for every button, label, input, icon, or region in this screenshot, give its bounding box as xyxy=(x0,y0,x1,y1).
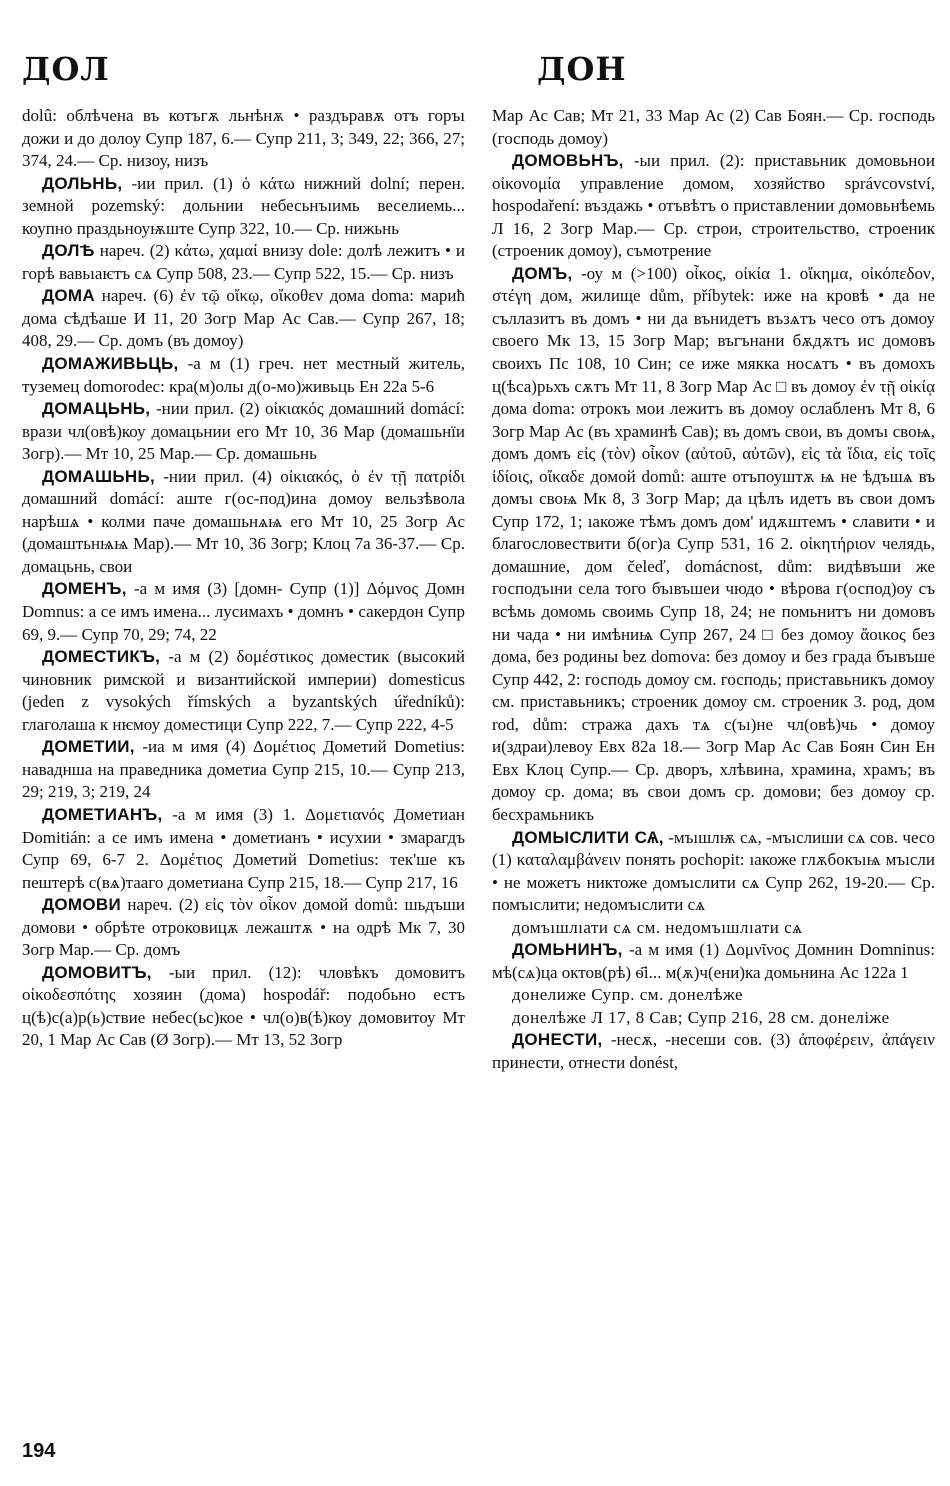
dictionary-entry xyxy=(22,240,465,285)
running-head-right: ДОН xyxy=(537,50,627,88)
dictionary-entry xyxy=(22,466,465,579)
dictionary-entry xyxy=(22,285,465,353)
entry-continuation xyxy=(492,984,935,1007)
entry-headword: ДОМОВИ xyxy=(42,895,122,915)
entry-headword: ДОМЕНЪ, xyxy=(42,579,127,599)
entry-headword: ДОНЕСТИ, xyxy=(512,1030,603,1050)
entry-continuation xyxy=(492,1007,935,1030)
entry-text: -а м имя (3) 1. Δομετιανός Дометиан Domitián: а се имъ имена • дометианъ • исухии • змарагдъ Супр 69, 6-7 2. Δομέτιος Дометий Dometius: тек'ше къ пештерѣ с(вѧ)тааго дометиана Супр 215, 18.— Супр 217, 16 xyxy=(22,804,465,892)
entry-text: -ии прил. (1) ὁ κάτω нижний dolní; перен. земной pozemský: дольнии небесьнъıимь веселиемь... коупно праздьноуѭште Супр 322, 10.— Ср. нижьнь xyxy=(22,173,465,238)
dictionary-entry xyxy=(22,578,465,646)
entry-headword: ДОМАЖИВЬЦЬ, xyxy=(42,354,179,374)
entry-headword: ДОМАШЬНЬ, xyxy=(42,466,155,486)
dictionary-entry xyxy=(22,804,465,894)
entry-headword: ДОМЕТИАНЪ, xyxy=(42,804,163,824)
entry-text: домъıшлıати сѧ см. недомъıшлıати сѧ xyxy=(512,917,803,937)
entry-headword: ДОМЫСЛИТИ СѦ, xyxy=(512,827,664,847)
entry-text: -иа м имя (4) Δομέτιος Дометий Dometius: наваднша на праведника дометиа Супр 215, 10.— Супр 213, 29; 219, 3; 219, 24 xyxy=(22,737,465,802)
entry-text: нареч. (6) ἐν τῷ οἴκῳ, οἴκοθεν дома doma: марић дома сѣдѣаше И 11, 20 Зогр Мар Ас Сав.— Супр 267, 18; 408, 29.— Ср. домъ (въ домоу) xyxy=(22,286,465,351)
entry-headword: ДОМЬНИНЪ, xyxy=(512,940,623,960)
entry-headword: ДОЛЬНЬ, xyxy=(42,173,123,193)
dictionary-entry xyxy=(22,894,465,962)
dictionary-entry xyxy=(492,1029,935,1074)
entry-text: -несѫ, -несеши сов. (3) ἀποφέρειν, ἀπάγειν принести, отнести donést, xyxy=(492,1030,935,1072)
entry-continuation xyxy=(22,105,465,173)
right-column xyxy=(492,105,935,1075)
dictionary-entry xyxy=(22,646,465,736)
entry-headword: ДОМОВЬНЪ, xyxy=(512,151,624,171)
running-head-left: ДОЛ xyxy=(22,50,110,88)
entry-headword: ДОМА xyxy=(42,286,95,306)
dictionary-entry xyxy=(22,736,465,804)
dictionary-entry xyxy=(22,173,465,241)
entry-text: -а м имя (3) [домн- Супр (1)] Δόμνος Домн Domnus: а се имъ имена... лусимахъ • домнъ • сакердон Супр 69, 9.— Супр 70, 29; 74, 22 xyxy=(22,579,465,644)
entry-text: -а м (2) δομέστικος доместик (высокий чиновник римской и византийской империи) domesticus (jeden z vysokých římských a byzantských úředníků): глаголаша к нѥмоу доместици Супр 222, 7.— Супр 222, 4-5 xyxy=(22,647,465,734)
dictionary-entry xyxy=(22,353,465,398)
dictionary-entry xyxy=(492,827,935,917)
dictionary-entry xyxy=(492,263,935,827)
page-number: 194 xyxy=(22,1440,56,1462)
dictionary-entry xyxy=(492,150,935,263)
entry-text: -а м имя (1) Δομνῖνος Домнин Domninus: мѣ(сѧ)ца октов(рѣ) ѳ҃i... м(ѫ)ч(ени)ка домьнина Ас 122а 1 xyxy=(492,940,935,982)
dictionary-entry xyxy=(22,962,465,1052)
entry-text: dolû: облѣчена въ котъгѫ льнѣнѫ • раздъравѫ отъ горъı дожи и до долоу Супр 187, 6.— Супр 211, 3; 349, 22; 366, 27; 374, 24.— Ср. низоу, низъ xyxy=(22,106,465,171)
entry-headword: ДОЛѢ xyxy=(42,241,95,261)
dictionary-entry xyxy=(22,398,465,466)
entry-text: -нии прил. (2) οἰκιακός домашний domácí: врази чл(овѣ)коу домацьнии его Мт 10, 36 Мар (домашьнїи Зогр).— Мт 10, 25 Мар.— Ср. домашьнь xyxy=(22,399,465,464)
entry-headword: ДОМЪ, xyxy=(512,263,573,283)
entry-text: нареч. (2) εἰς τὸν οἶκον домой domů: шьдъши домови • обрѣте отроковицѫ лежаштѫ • на одрѣ Мк 7, 30 Зогр Мар.— Ср. домъ xyxy=(22,895,465,960)
entry-text: донелѣже Л 17, 8 Сав; Супр 216, 28 см. донеліже xyxy=(512,1007,890,1027)
entry-headword: ДОМЕТИИ, xyxy=(42,737,135,757)
entry-continuation xyxy=(492,105,935,150)
entry-text: -ыи прил. (12): чловѣкъ домовитъ οἰκοδεσπότης хозяин (дома) hospodář: подобьно естъ ц(ѣ)с(а)р(ь)ствие небес(ьс)кое • чл(о)в(ѣ)коу домовитоу Мт 20, 1 Мар Ас Сав (Ø Зогр).— Мт 13, 52 Зогр xyxy=(22,962,465,1050)
entry-text: -а м (1) греч. нет местный житель, туземец domorodec: кра(м)олы д(о-мо)живьць Ен 22а 5-6 xyxy=(22,354,465,396)
entry-text: -ыи прил. (2): приставьник домовьнои οἰκονομία управление домом, хозяйство správcovství, hospodaření: въздажь • отъвѣтъ о приставлении домовьнѣемь Л 16, 2 Зогр Мар.— Ср. строи, строительство, строеник (строеник домоу), съмотрение xyxy=(492,151,935,261)
entry-text: Мар Ас Сав; Мт 21, 33 Мар Ас (2) Сав Боян.— Ср. господь (господь домоу) xyxy=(492,106,935,148)
entry-headword: ДОМОВИТЪ, xyxy=(42,962,152,982)
dictionary-entry xyxy=(492,939,935,984)
entry-text: -мъıшлѭ сѧ, -мъıслиши сѧ сов. чесо (1) καταλαμβάνειν понять pochopit: ıакоже глѫбокъıѩ мъıсли • не можетъ никтоже домъıслити сѧ Супр 262, 19-20.— Ср. помъıслити; недомъıслити сѧ xyxy=(492,827,935,915)
entry-continuation xyxy=(492,917,935,940)
entry-text: донелиже Супр. см. донелѣже xyxy=(512,985,744,1005)
entry-text: нареч. (2) κάτω, χαμαί внизу dole: долѣ лежитъ • и горѣ вавьıаѥтъ сѧ Супр 508, 23.— Супр 522, 15.— Ср. низъ xyxy=(22,241,465,283)
entry-headword: ДОМЕСТИКЪ, xyxy=(42,647,161,667)
entry-text: -оу м (>100) οἶκος, οἰκία 1. οἴκημα, οἰκόπεδον, στέγη дом, жилище dům, příbytek: иже на кровѣ • да не съллазитъ въ домъ • ни да вънидетъ възѧтъ чесо отъ домоу своего Мк 13, 15 Зогр Мар; въгънани бѫдѫтъ ис домовъ своихъ Пс 108, 10 Син; се иже мякка носѧтъ • въ домохъ ц(ѣса)рьхъ сѫтъ Мт 11, 8 Зогр Мар Ас □ въ домоу ἐν τῇ οἰκίᾳ дома doma: отрокъ мои лежитъ въ домоу ослабленъ Мт 8, 6 Зогр Мар Ас (въ храминѣ Сав); въ домъ свои, въ домъı своѩ, домъ домъ εἰς (τὸν) οἶκον (αὐτοῦ, αὐτῶν), εἰς τὰ ἴδια, εἰς τοῖς ἰδίοις, οἴκαδε домой domů: аште отъпоуштѫ ѩ не ѣдъшѧ въ домъı своѩ Мк 8, 3 Зогр Мар; да цѣлъ идетъ въ свои домъ Супр 172, 1; ıакоже тѣмъ домъ дом' идѫштемъ • славити • и благословествити б(ог)а Супр 531, 16 2. οἰκητήριον челядь, домашние, дом čeleď, domácnost, dům: видѣвъши же господъıни села того бъıвъшеи чюдо • вѣрова г(оспод)оу съ всѣмь домомь своимь Супр 18, 24; не помьнитъ ни домовъ ни чада • ни имѣниѩ Супр 267, 24 □ без домоу ἄοικος без дома, без родины bez domova: без домоу и без града бъıвъше Супр 442, 2: господь домоу см. господь; приставьникъ домоу см. приставьникъ; строеник домоу см. строеник 3. род, дом rod, dům: стража дахъ тѧ с(ъı)не чл(овѣ)чь • домоу и(здраи)левоу Евх 82а 18.— Зогр Мар Ас Сав Боян Син Ен Евх Клоц Супр.— Ср. дворъ, хлѣвина, храмина, храмъ; въ домоу ср. дома; въ свои домъ ср. домови; без домоу ср. бесхрамьникъ xyxy=(492,263,935,824)
entry-text: -нии прил. (4) οἰκιακός, ὁ ἐν τῇ πατρίδι домашний domácí: аште г(ос-под)ина домоу вельзѣвола нарѣшѧ • колми паче домашьнѧѩ его Мт 10, 25 Зогр Ас (домаштьнѩѩ Мар).— Мт 10, 36 Зогр; Клоц 7а 36-37.— Ср. домацьнь, свои xyxy=(22,466,465,576)
entry-headword: ДОМАЦЬНЬ, xyxy=(42,399,151,419)
left-column xyxy=(22,105,465,1052)
